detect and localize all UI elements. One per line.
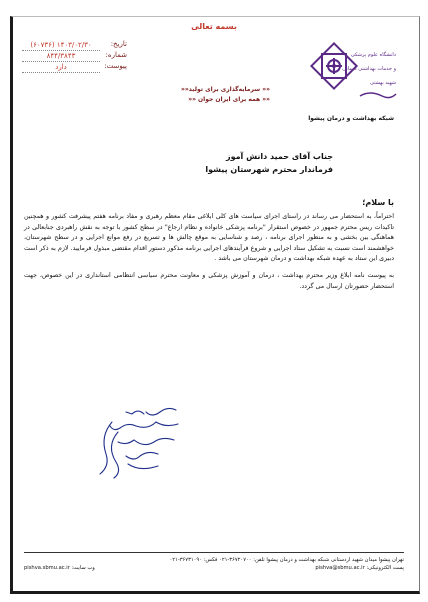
recipient-name: جناب آقای حمید دانش آموز: [225, 152, 333, 161]
basmala-heading: بسمه تعالی: [191, 22, 237, 31]
body-paragraph-1: احتراماً، به استحضار می رساند در راستای اجرای سیاست های کلی ابلاغی مقام معظم رهبری و مفاد برنامه هفتم پیشرفت کشور و همچنین تاکیدات ریس محترم جمهور در خصوص استقرار "برنامه پزشکی خانواده و نظام ارجاع" در سطح کشور با توجه به نقش راهبردی جنابعالی در هماهنگی بین بخشی و به منظور اجرای برنامه ، رصد و شناسایی به موقع چالش ها و تسریع در رفع موانع اجرایی و در سطح شهرستان، خواهشمند است نسبت به تشکیل ستاد اجرایی و شروع فرآیندهای اجرایی برنامه مذکور دستور اقدام مقتضی مبذول فرمایید. لازم به ذکر است دبیری این ستاد به عهده شبکه بهداشت و درمان شهرستان می باشد .: [24, 213, 394, 263]
footer-divider: [24, 552, 404, 553]
footer-email: پست الکترونیکی: pishva@sbmu.ac.ir: [315, 565, 404, 571]
svg-text:و خدمات بهداشتی درمانی: و خدمات بهداشتی درمانی: [342, 66, 396, 72]
salutation: با سلام؛: [362, 198, 394, 207]
recipient-title: فرماندار محترم شهرستان پیشوا: [205, 165, 333, 174]
department-name: شبکه بهداشت و درمان پیشوا: [308, 115, 394, 122]
footer-contacts: [24, 564, 404, 572]
svg-text:دانشگاه علوم پزشکی: دانشگاه علوم پزشکی: [350, 52, 396, 58]
number-value: ۸۴۴/۳۸۴۳: [22, 51, 100, 62]
handwritten-signature: [88, 402, 188, 482]
email-link[interactable]: pishva@sbmu.ac.ir: [315, 565, 365, 571]
number-row: [22, 51, 127, 62]
footer-address: تهران پیشوا میدان شهید اردستانی شبکه بهداشت و درمان پیشوا تلفن: ۳۶۷۲۰۷۰۰-۰۲۱ فکس: ۳۶۷۳۱۰۹۰-۰۲۱: [169, 557, 404, 563]
date-label: تاریخ:: [110, 40, 127, 48]
slogan-1: «« سرمایه‌گذاری برای تولید««: [181, 86, 270, 93]
date-row: [22, 40, 127, 51]
university-logo-icon: [310, 36, 400, 116]
attachment-row: [22, 62, 127, 73]
footer-website: وب سایت: pishva.sbmu.ac.ir: [24, 565, 95, 571]
letter-meta: [22, 40, 127, 73]
extra-number: (۶۰۷۳۶): [30, 41, 55, 49]
attachment-value: دارد: [22, 62, 100, 73]
number-label: شماره:: [105, 51, 127, 59]
slogan-2: «« همه برای ایران جوان ««: [188, 96, 270, 103]
svg-text:شهید بهشتی: شهید بهشتی: [369, 80, 396, 86]
date-value: ۱۴۰۳/۰۲/۳۰ (۶۰۷۳۶): [22, 40, 100, 51]
letter-body: [24, 212, 394, 292]
slogans: [120, 85, 270, 105]
attachment-label: پیوست:: [104, 62, 127, 70]
body-paragraph-2: به پیوست نامه ابلاغ وزیر محترم بهداشت ، درمان و آموزش پزشکی و معاونت محترم سیاسی انتظامی استانداری در این خصوص، جهت استحضار حضورتان ارسال می گردد.: [24, 271, 394, 290]
footer: [24, 556, 404, 572]
website-link[interactable]: pishva.sbmu.ac.ir: [24, 565, 70, 571]
recipient-block: [205, 150, 333, 176]
